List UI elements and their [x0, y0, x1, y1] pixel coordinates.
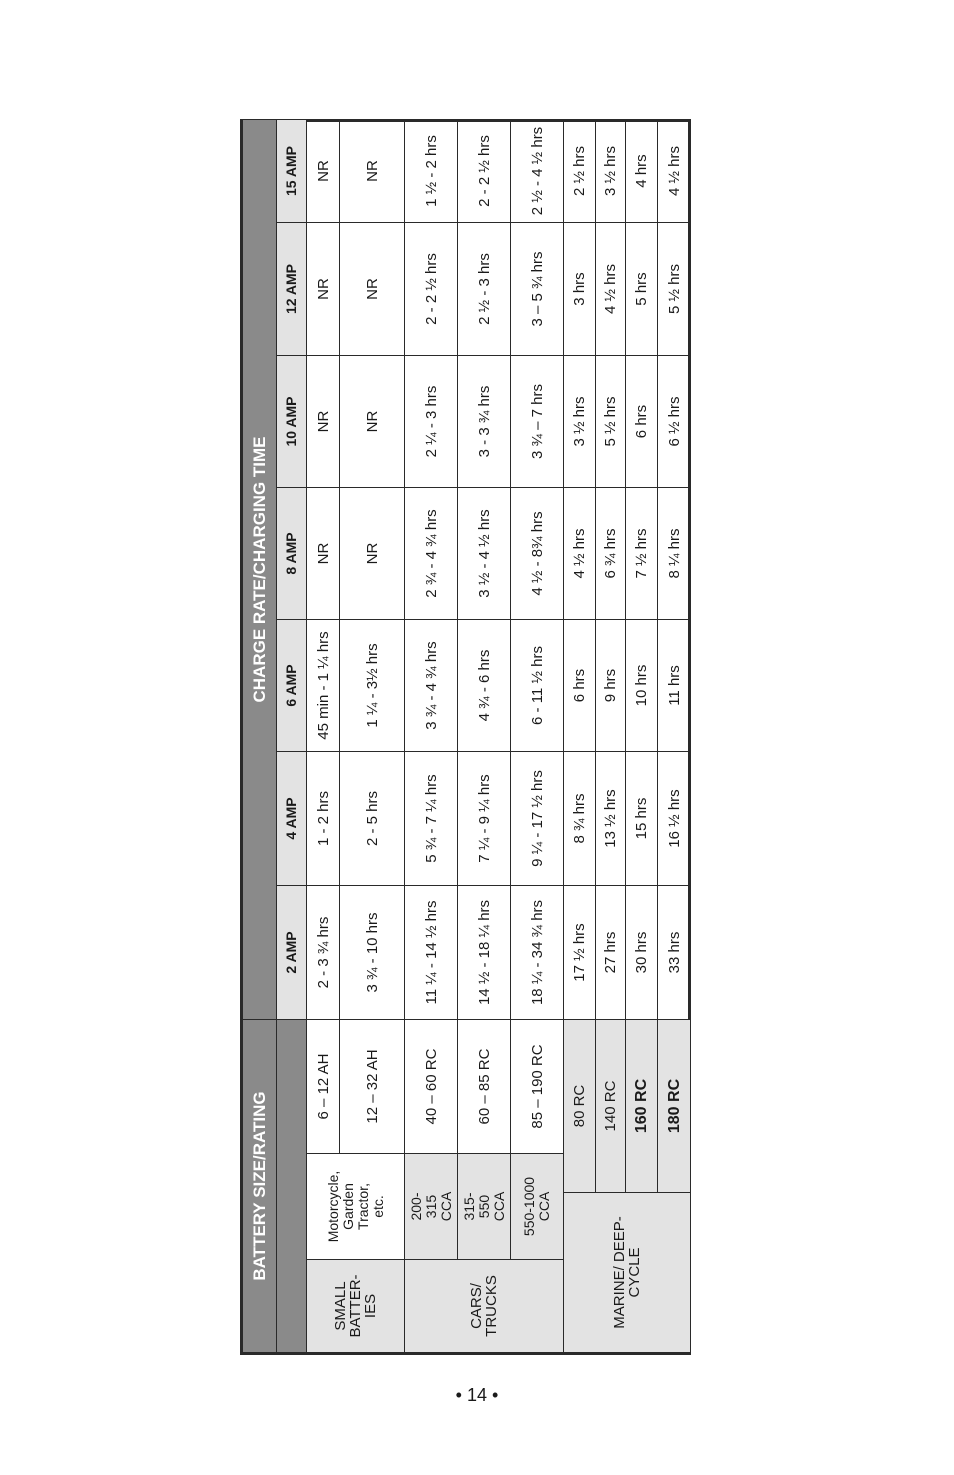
charge-time-cell: 4 ½ hrs: [658, 119, 691, 222]
group-cars-trucks: CARS/ TRUCKS: [405, 1259, 564, 1352]
charge-time-cell: 6 ¾ hrs: [596, 487, 626, 619]
charge-time-cell: 3 ½ - 4 ½ hrs: [458, 487, 511, 619]
charge-time-cell: 4 ½ - 8¾ hrs: [511, 487, 564, 619]
amp-header-15: 15 AMP: [277, 119, 307, 222]
charge-time-cell: 17 ½ hrs: [564, 885, 596, 1019]
charge-time-cell: 9 ¼ - 17 ½ hrs: [511, 751, 564, 885]
amp-header-10: 10 AMP: [277, 355, 307, 487]
charge-time-cell: NR: [340, 119, 405, 222]
charge-time-cell: 2 - 3 ¾ hrs: [307, 885, 340, 1019]
charge-time-cell: 5 ½ hrs: [596, 355, 626, 487]
rating-cell: 80 RC: [564, 1019, 596, 1192]
type-550-1000-cca: 550-1000 CCA: [511, 1153, 564, 1259]
charge-time-cell: 2 ½ - 3 hrs: [458, 222, 511, 355]
charge-time-cell: 5 ½ hrs: [658, 222, 691, 355]
type-200-315-cca: 200-315 CCA: [405, 1153, 458, 1259]
rating-cell: 6 – 12 AH: [307, 1019, 340, 1153]
rating-cell: 160 RC: [626, 1019, 658, 1192]
amp-header-12: 12 AMP: [277, 222, 307, 355]
charge-time-cell: 13 ½ hrs: [596, 751, 626, 885]
charge-time-cell: 8 ¼ hrs: [658, 487, 691, 619]
group-marine-deep-cycle: MARINE/ DEEP-CYCLE: [564, 1192, 691, 1352]
charge-time-cell: 10 hrs: [626, 619, 658, 751]
rating-cell: 140 RC: [596, 1019, 626, 1192]
amp-header-6: 6 AMP: [277, 619, 307, 751]
amp-header-2: 2 AMP: [277, 885, 307, 1019]
charge-time-cell: 15 hrs: [626, 751, 658, 885]
charge-time-cell: 4 ¾ - 6 hrs: [458, 619, 511, 751]
charge-time-cell: 2 - 5 hrs: [340, 751, 405, 885]
rotated-table-wrapper: [240, 119, 691, 1355]
charge-time-cell: 5 hrs: [626, 222, 658, 355]
charge-time-cell: 11 hrs: [658, 619, 691, 751]
charge-time-cell: NR: [307, 487, 340, 619]
header-battery-size: BATTERY SIZE/RATING: [243, 1019, 277, 1352]
charge-time-cell: NR: [307, 355, 340, 487]
charge-time-cell: 3 ¾ - 10 hrs: [340, 885, 405, 1019]
page-number: • 14 •: [455, 1385, 499, 1405]
amp-header-8: 8 AMP: [277, 487, 307, 619]
charge-time-cell: 18 ¼ - 34 ¾ hrs: [511, 885, 564, 1019]
charge-time-cell: 3 ½ hrs: [564, 355, 596, 487]
charge-time-cell: 2 - 2 ½ hrs: [405, 222, 458, 355]
charge-time-cell: 9 hrs: [596, 619, 626, 751]
charge-time-cell: 33 hrs: [658, 885, 691, 1019]
charge-time-cell: 1 ¼ - 3½ hrs: [340, 619, 405, 751]
charge-time-cell: 45 min - 1 ¼ hrs: [307, 619, 340, 751]
charge-time-cell: 3 - 3 ¾ hrs: [458, 355, 511, 487]
charge-time-cell: 7 ¼ - 9 ¼ hrs: [458, 751, 511, 885]
charge-time-cell: 3 ½ hrs: [596, 119, 626, 222]
charge-time-cell: 4 ½ hrs: [596, 222, 626, 355]
header-filler: [277, 1019, 307, 1352]
charge-time-cell: NR: [307, 222, 340, 355]
charge-time-cell: 14 ½ - 18 ¼ hrs: [458, 885, 511, 1019]
charge-time-cell: 4 ½ hrs: [564, 487, 596, 619]
charge-time-cell: 3 – 5 ¾ hrs: [511, 222, 564, 355]
charge-time-cell: 6 - 11 ½ hrs: [511, 619, 564, 751]
group-small-batteries: SMALL BATTER-IES: [307, 1259, 405, 1352]
rating-cell: 40 – 60 RC: [405, 1019, 458, 1153]
charge-time-cell: 27 hrs: [596, 885, 626, 1019]
rating-cell: 180 RC: [658, 1019, 691, 1192]
charge-time-cell: 6 hrs: [564, 619, 596, 751]
charge-time-cell: NR: [340, 487, 405, 619]
rating-cell: 60 – 85 RC: [458, 1019, 511, 1153]
charge-time-cell: 16 ½ hrs: [658, 751, 691, 885]
charge-time-cell: 3 ¾ - 4 ¾ hrs: [405, 619, 458, 751]
type-315-550-cca: 315-550 CCA: [458, 1153, 511, 1259]
charge-time-cell: 8 ¾ hrs: [564, 751, 596, 885]
charge-time-cell: NR: [307, 119, 340, 222]
charge-time-cell: 7 ½ hrs: [626, 487, 658, 619]
charge-time-cell: NR: [340, 222, 405, 355]
charge-time-cell: 2 ¾ - 4 ¾ hrs: [405, 487, 458, 619]
charge-time-cell: 2 ½ - 4 ½ hrs: [511, 119, 564, 222]
charge-time-cell: 3 hrs: [564, 222, 596, 355]
rating-cell: 85 – 190 RC: [511, 1019, 564, 1153]
type-motorcycle: Motorcycle, Garden Tractor, etc.: [307, 1153, 405, 1259]
rating-cell: 12 – 32 AH: [340, 1019, 405, 1153]
amp-header-4: 4 AMP: [277, 751, 307, 885]
charge-time-cell: 5 ¾ - 7 ¼ hrs: [405, 751, 458, 885]
charge-time-cell: 11 ¼ - 14 ½ hrs: [405, 885, 458, 1019]
charge-time-cell: 6 hrs: [626, 355, 658, 487]
charge-time-cell: 2 - 2 ½ hrs: [458, 119, 511, 222]
charge-time-cell: 4 hrs: [626, 119, 658, 222]
charge-time-cell: 2 ½ hrs: [564, 119, 596, 222]
charge-time-cell: 3 ¾ – 7 hrs: [511, 355, 564, 487]
charging-time-table: [240, 119, 691, 1355]
charge-time-cell: 30 hrs: [626, 885, 658, 1019]
header-charge-rate: CHARGE RATE/CHARGING TIME: [243, 119, 277, 1019]
charge-time-cell: 1 - 2 hrs: [307, 751, 340, 885]
charge-time-cell: 6 ½ hrs: [658, 355, 691, 487]
charge-time-cell: 1 ½ - 2 hrs: [405, 119, 458, 222]
charge-time-cell: 2 ¼ - 3 hrs: [405, 355, 458, 487]
charge-time-cell: NR: [340, 355, 405, 487]
